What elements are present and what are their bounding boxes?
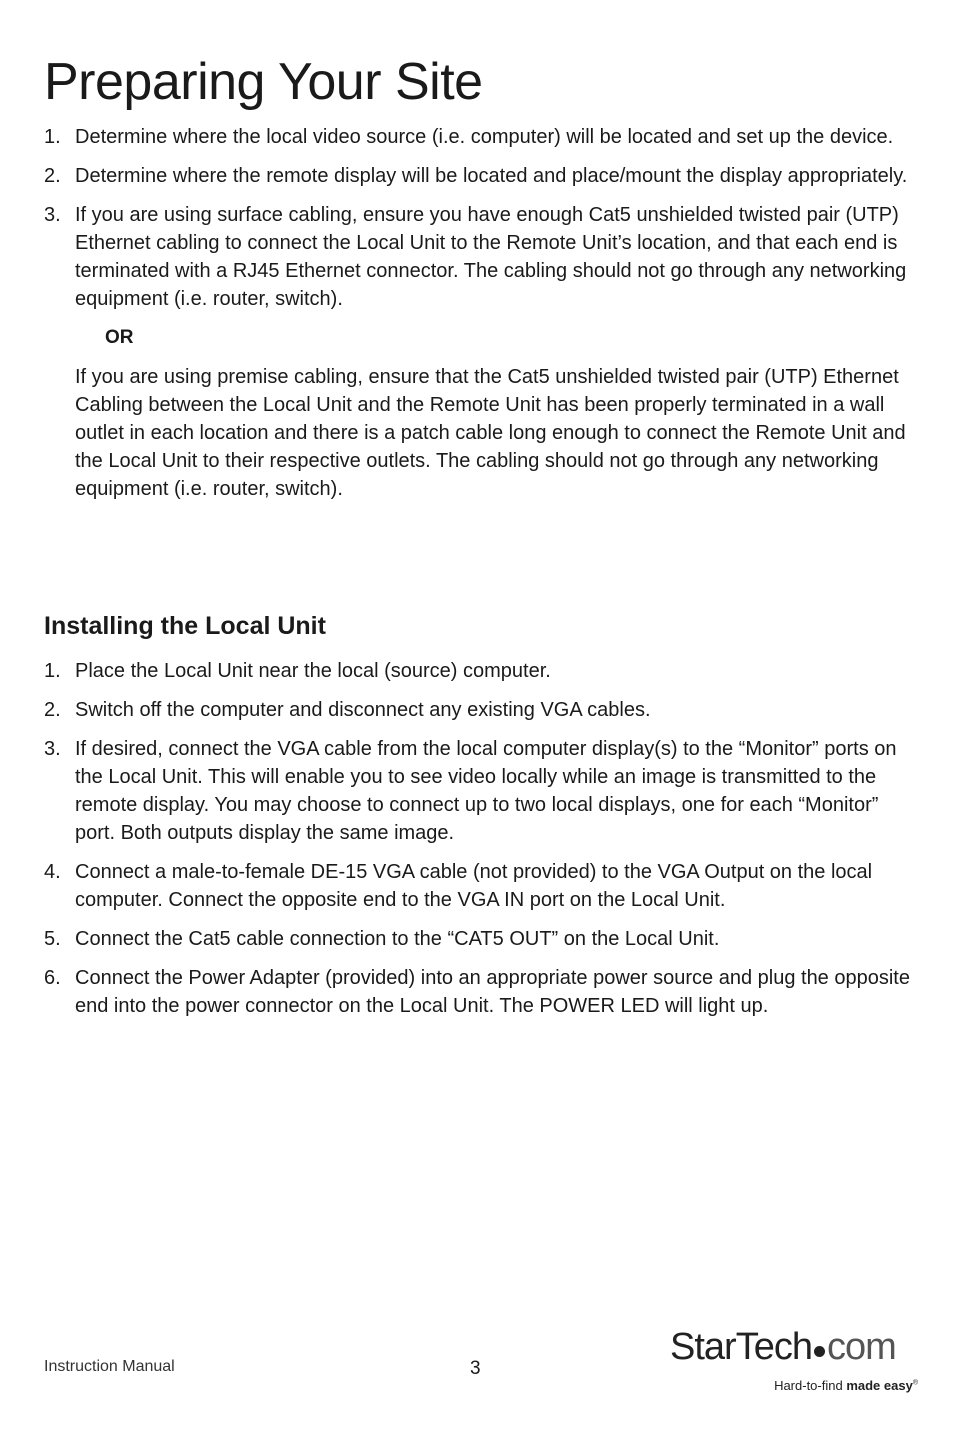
logo-dot-icon xyxy=(814,1346,825,1357)
list-item xyxy=(44,696,914,724)
step-text: If you are using surface cabling, ensure you have enough Cat5 unshielded twisted pair (UTP) Ethernet cabling to connect the Local Unit to the Remote Unit’s location, and that each end is terminated with a RJ45 Ethernet connector. The cabling should not go through any networking equipment (i.e. router, switch). xyxy=(75,204,907,310)
step-alt-text: If you are using premise cabling, ensure that the Cat5 unshielded twisted pair (UTP) Ethernet Cabling between the Local Unit and the Remote Unit has been properly terminated in a wall outlet in each location and there is a patch cable long enough to connect the Remote Unit and the Local Unit to their respective outlets. The cabling should not go through any networking equipment (i.e. router, switch). xyxy=(75,366,906,500)
list-item xyxy=(44,964,914,1020)
step-number: 1. xyxy=(44,126,61,148)
or-label: OR xyxy=(105,327,134,348)
step-number: 3. xyxy=(44,738,61,760)
step-number: 6. xyxy=(44,967,61,989)
step-text: Connect a male-to-female DE-15 VGA cable (not provided) to the VGA Output on the local computer. Connect the opposite end to the VGA IN port on the Local Unit. xyxy=(75,861,873,911)
page-title: Preparing Your Site xyxy=(44,53,483,111)
list-item xyxy=(44,201,914,503)
list-item xyxy=(44,735,914,847)
logo-domain-suffix: com xyxy=(826,1326,896,1368)
step-number: 5. xyxy=(44,928,61,950)
logo-brand: StarTech xyxy=(670,1326,812,1368)
step-text: Switch off the computer and disconnect any existing VGA cables. xyxy=(75,699,651,721)
list-item xyxy=(44,925,914,953)
step-text: Place the Local Unit near the local (source) computer. xyxy=(75,660,551,682)
list-item xyxy=(44,657,914,685)
list-item xyxy=(44,162,914,190)
step-text: Connect the Cat5 cable connection to the “CAT5 OUT” on the Local Unit. xyxy=(75,928,720,950)
step-number: 1. xyxy=(44,660,61,682)
step-number: 2. xyxy=(44,165,61,187)
startech-logo xyxy=(670,1326,920,1398)
step-number: 3. xyxy=(44,204,61,226)
section-heading: Installing the Local Unit xyxy=(44,612,326,640)
footer-doc-label: Instruction Manual xyxy=(44,1358,175,1375)
step-text: Determine where the remote display will be located and place/mount the display appropriately. xyxy=(75,165,908,187)
step-number: 2. xyxy=(44,699,61,721)
step-text: Connect the Power Adapter (provided) into an appropriate power source and plug the opposite end into the power connector on the Local Unit. The POWER LED will light up. xyxy=(75,967,910,1017)
page-number: 3 xyxy=(470,1358,481,1379)
step-text: If desired, connect the VGA cable from the local computer display(s) to the “Monitor” ports on the Local Unit. This will enable you to see video locally while an image is transmitted to the remote display. You may choose to connect up to two local displays, one for each “Monitor” port. Both outputs display the same image. xyxy=(75,738,897,844)
logo-wordmark xyxy=(670,1326,896,1369)
logo-tagline-bold: made easy xyxy=(846,1378,913,1393)
preparing-steps-list xyxy=(44,123,914,514)
install-steps-list xyxy=(44,657,914,1031)
trademark-mark: ® xyxy=(912,1379,918,1387)
logo-tagline-light: Hard-to-find xyxy=(774,1378,843,1393)
list-item xyxy=(44,858,914,914)
step-number: 4. xyxy=(44,861,61,883)
step-text: Determine where the local video source (i.e. computer) will be located and set up the device. xyxy=(75,126,894,148)
logo-tagline xyxy=(774,1378,918,1393)
list-item xyxy=(44,123,914,151)
